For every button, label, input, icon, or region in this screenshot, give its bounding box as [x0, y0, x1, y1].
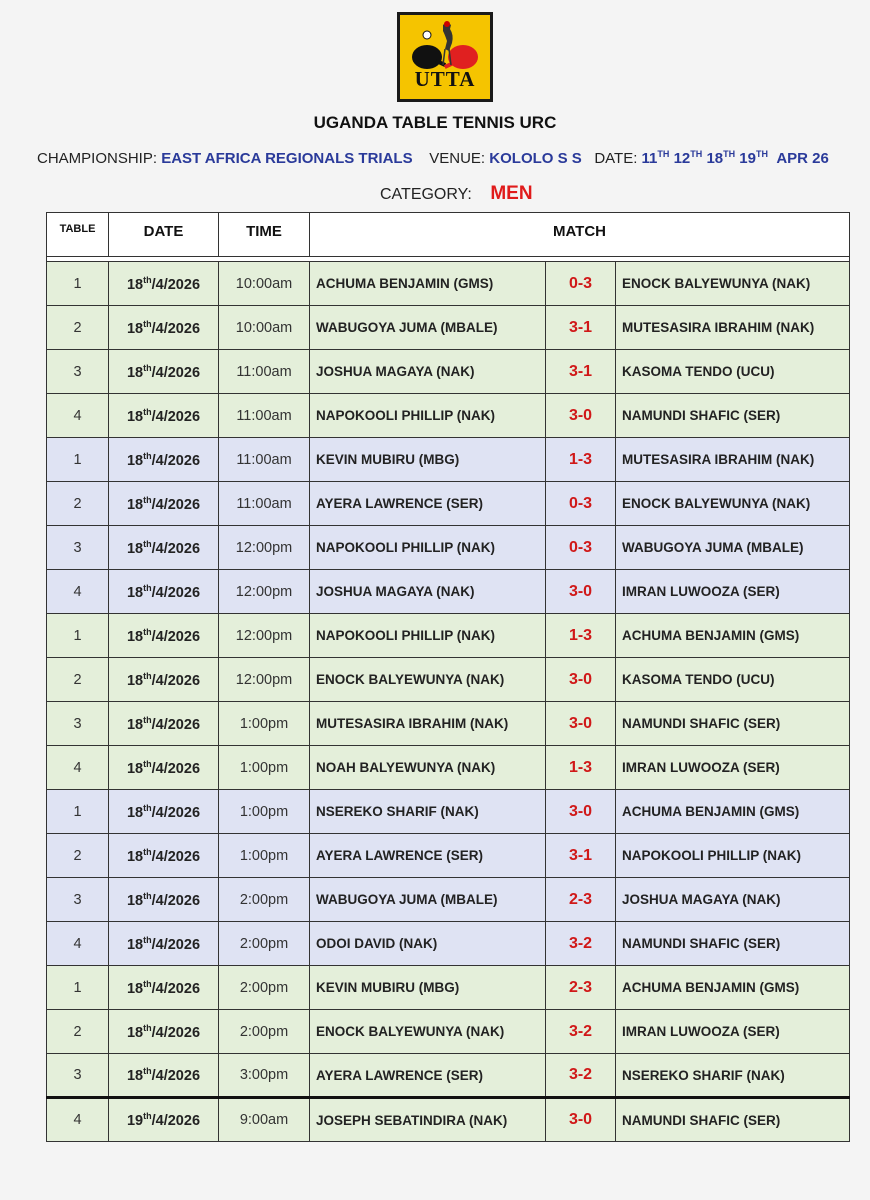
cell-table-number: 3	[47, 526, 109, 570]
table-row	[47, 570, 850, 614]
cell-time: 12:00pm	[219, 614, 310, 658]
cell-player-two: NAMUNDI SHAFIC (SER)	[616, 394, 850, 438]
category-value: MEN	[490, 183, 533, 204]
cell-player-one: NAPOKOOLI PHILLIP (NAK)	[310, 526, 546, 570]
cell-player-one: KEVIN MUBIRU (MBG)	[310, 966, 546, 1010]
venue-label: VENUE:	[429, 150, 486, 167]
table-row	[47, 1054, 850, 1098]
cell-player-two: ACHUMA BENJAMIN (GMS)	[616, 966, 850, 1010]
table-row	[47, 1010, 850, 1054]
cell-time: 1:00pm	[219, 790, 310, 834]
cell-player-two: MUTESASIRA IBRAHIM (NAK)	[616, 306, 850, 350]
table-row	[47, 702, 850, 746]
cell-table-number: 1	[47, 966, 109, 1010]
cell-date: 18th/4/2026	[109, 614, 219, 658]
date-label: DATE:	[594, 150, 638, 167]
table-row	[47, 746, 850, 790]
cell-date: 18th/4/2026	[109, 834, 219, 878]
date-values: 11TH 12TH 18TH 19TH APR 26	[641, 149, 829, 167]
cell-table-number: 4	[47, 922, 109, 966]
cell-player-one: NAPOKOOLI PHILLIP (NAK)	[310, 394, 546, 438]
cell-player-one: AYERA LAWRENCE (SER)	[310, 834, 546, 878]
cell-date: 18th/4/2026	[109, 526, 219, 570]
cell-score: 3-1	[546, 350, 616, 394]
table-header-row	[47, 213, 850, 257]
header-time: TIME	[219, 213, 310, 257]
utta-logo	[397, 12, 493, 102]
table-row	[47, 1098, 850, 1142]
cell-time: 2:00pm	[219, 922, 310, 966]
cell-player-two: NAPOKOOLI PHILLIP (NAK)	[616, 834, 850, 878]
cell-score: 3-2	[546, 1054, 616, 1098]
cell-date: 18th/4/2026	[109, 790, 219, 834]
cell-score: 0-3	[546, 262, 616, 306]
cell-date: 18th/4/2026	[109, 482, 219, 526]
championship-info	[37, 149, 867, 167]
cell-table-number: 4	[47, 1098, 109, 1142]
cell-score: 3-2	[546, 922, 616, 966]
cell-score: 3-0	[546, 570, 616, 614]
cell-table-number: 3	[47, 350, 109, 394]
cell-score: 3-1	[546, 834, 616, 878]
cell-player-one: ENOCK BALYEWUNYA (NAK)	[310, 1010, 546, 1054]
cell-table-number: 1	[47, 614, 109, 658]
championship-label: CHAMPIONSHIP:	[37, 150, 158, 167]
cell-player-two: KASOMA TENDO (UCU)	[616, 350, 850, 394]
cell-player-one: MUTESASIRA IBRAHIM (NAK)	[310, 702, 546, 746]
category-line	[380, 183, 533, 205]
header-date: DATE	[109, 213, 219, 257]
cell-date: 18th/4/2026	[109, 878, 219, 922]
cell-player-two: NAMUNDI SHAFIC (SER)	[616, 702, 850, 746]
cell-table-number: 1	[47, 790, 109, 834]
cell-table-number: 2	[47, 1010, 109, 1054]
cell-time: 2:00pm	[219, 1010, 310, 1054]
cell-player-two: KASOMA TENDO (UCU)	[616, 658, 850, 702]
cell-date: 18th/4/2026	[109, 746, 219, 790]
cell-player-two: ENOCK BALYEWUNYA (NAK)	[616, 262, 850, 306]
cell-table-number: 1	[47, 262, 109, 306]
header-match: MATCH	[310, 213, 850, 257]
match-table-body	[47, 257, 850, 1142]
cell-player-one: AYERA LAWRENCE (SER)	[310, 1054, 546, 1098]
table-row	[47, 790, 850, 834]
cell-player-one: NSEREKO SHARIF (NAK)	[310, 790, 546, 834]
cell-player-two: MUTESASIRA IBRAHIM (NAK)	[616, 438, 850, 482]
cell-table-number: 2	[47, 658, 109, 702]
cell-date: 18th/4/2026	[109, 262, 219, 306]
table-row	[47, 834, 850, 878]
championship-name: EAST AFRICA REGIONALS TRIALS	[161, 150, 413, 167]
table-row	[47, 350, 850, 394]
table-row	[47, 614, 850, 658]
cell-score: 1-3	[546, 746, 616, 790]
cell-player-one: JOSHUA MAGAYA (NAK)	[310, 350, 546, 394]
cell-date: 18th/4/2026	[109, 1010, 219, 1054]
cell-player-two: IMRAN LUWOOZA (SER)	[616, 1010, 850, 1054]
table-row	[47, 878, 850, 922]
table-row	[47, 966, 850, 1010]
cell-player-two: NSEREKO SHARIF (NAK)	[616, 1054, 850, 1098]
cell-player-one: ODOI DAVID (NAK)	[310, 922, 546, 966]
cell-table-number: 2	[47, 306, 109, 350]
cell-time: 11:00am	[219, 482, 310, 526]
cell-time: 11:00am	[219, 350, 310, 394]
cell-score: 0-3	[546, 482, 616, 526]
cell-table-number: 3	[47, 702, 109, 746]
cell-date: 18th/4/2026	[109, 702, 219, 746]
cell-player-two: NAMUNDI SHAFIC (SER)	[616, 1098, 850, 1142]
cell-date: 18th/4/2026	[109, 922, 219, 966]
cell-date: 18th/4/2026	[109, 1054, 219, 1098]
cell-score: 3-0	[546, 790, 616, 834]
cell-player-one: JOSHUA MAGAYA (NAK)	[310, 570, 546, 614]
logo-text: UTTA	[414, 67, 476, 91]
cell-score: 3-0	[546, 1098, 616, 1142]
cell-player-one: ENOCK BALYEWUNYA (NAK)	[310, 658, 546, 702]
cell-table-number: 4	[47, 570, 109, 614]
table-row	[47, 438, 850, 482]
cell-score: 1-3	[546, 438, 616, 482]
cell-time: 1:00pm	[219, 702, 310, 746]
cell-score: 3-2	[546, 1010, 616, 1054]
cell-player-one: NAPOKOOLI PHILLIP (NAK)	[310, 614, 546, 658]
cell-time: 12:00pm	[219, 526, 310, 570]
cell-time: 1:00pm	[219, 834, 310, 878]
table-row	[47, 306, 850, 350]
cell-player-one: WABUGOYA JUMA (MBALE)	[310, 306, 546, 350]
cell-time: 9:00am	[219, 1098, 310, 1142]
cell-date: 18th/4/2026	[109, 658, 219, 702]
cell-time: 10:00am	[219, 262, 310, 306]
cell-table-number: 4	[47, 394, 109, 438]
table-row	[47, 394, 850, 438]
cell-player-two: ACHUMA BENJAMIN (GMS)	[616, 614, 850, 658]
cell-date: 18th/4/2026	[109, 966, 219, 1010]
cell-time: 2:00pm	[219, 966, 310, 1010]
cell-table-number: 2	[47, 482, 109, 526]
cell-table-number: 3	[47, 878, 109, 922]
cell-time: 2:00pm	[219, 878, 310, 922]
table-row	[47, 658, 850, 702]
page-title: UGANDA TABLE TENNIS URC	[313, 113, 557, 132]
cell-time: 11:00am	[219, 438, 310, 482]
category-label: CATEGORY:	[380, 186, 472, 203]
cell-date: 18th/4/2026	[109, 350, 219, 394]
cell-date: 18th/4/2026	[109, 394, 219, 438]
cell-player-one: ACHUMA BENJAMIN (GMS)	[310, 262, 546, 306]
crane-paddles-icon	[405, 19, 485, 71]
table-row	[47, 482, 850, 526]
match-table	[46, 212, 850, 1142]
cell-score: 2-3	[546, 966, 616, 1010]
cell-date: 19th/4/2026	[109, 1098, 219, 1142]
cell-table-number: 4	[47, 746, 109, 790]
cell-player-one: NOAH BALYEWUNYA (NAK)	[310, 746, 546, 790]
cell-table-number: 1	[47, 438, 109, 482]
cell-time: 12:00pm	[219, 570, 310, 614]
cell-score: 3-1	[546, 306, 616, 350]
cell-player-one: WABUGOYA JUMA (MBALE)	[310, 878, 546, 922]
header-table: TABLE	[47, 213, 109, 257]
cell-time: 12:00pm	[219, 658, 310, 702]
cell-player-two: ACHUMA BENJAMIN (GMS)	[616, 790, 850, 834]
cell-player-two: ENOCK BALYEWUNYA (NAK)	[616, 482, 850, 526]
cell-table-number: 2	[47, 834, 109, 878]
table-row	[47, 262, 850, 306]
cell-table-number: 3	[47, 1054, 109, 1098]
cell-time: 11:00am	[219, 394, 310, 438]
cell-player-one: KEVIN MUBIRU (MBG)	[310, 438, 546, 482]
cell-date: 18th/4/2026	[109, 570, 219, 614]
cell-date: 18th/4/2026	[109, 306, 219, 350]
venue-name: KOLOLO S S	[489, 150, 582, 167]
cell-player-two: WABUGOYA JUMA (MBALE)	[616, 526, 850, 570]
cell-score: 3-0	[546, 394, 616, 438]
cell-player-two: IMRAN LUWOOZA (SER)	[616, 746, 850, 790]
cell-score: 3-0	[546, 658, 616, 702]
table-row	[47, 922, 850, 966]
cell-time: 1:00pm	[219, 746, 310, 790]
cell-score: 1-3	[546, 614, 616, 658]
cell-player-two: JOSHUA MAGAYA (NAK)	[616, 878, 850, 922]
cell-player-two: NAMUNDI SHAFIC (SER)	[616, 922, 850, 966]
cell-time: 10:00am	[219, 306, 310, 350]
cell-time: 3:00pm	[219, 1054, 310, 1098]
cell-date: 18th/4/2026	[109, 438, 219, 482]
cell-player-two: IMRAN LUWOOZA (SER)	[616, 570, 850, 614]
cell-player-one: JOSEPH SEBATINDIRA (NAK)	[310, 1098, 546, 1142]
cell-score: 2-3	[546, 878, 616, 922]
table-row	[47, 526, 850, 570]
cell-score: 0-3	[546, 526, 616, 570]
cell-player-one: AYERA LAWRENCE (SER)	[310, 482, 546, 526]
cell-score: 3-0	[546, 702, 616, 746]
